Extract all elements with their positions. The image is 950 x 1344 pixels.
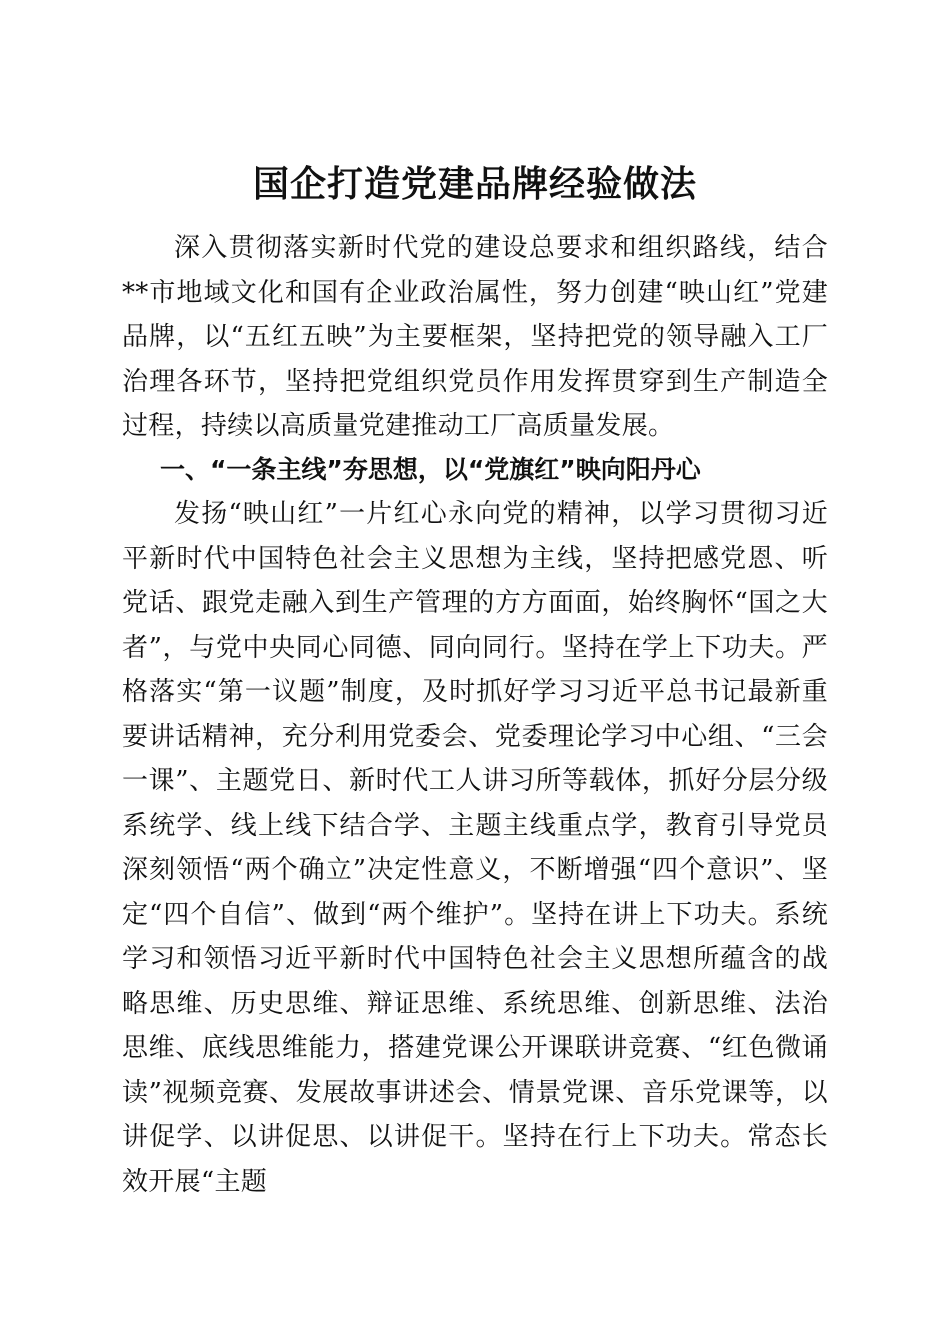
intro-paragraph: 深入贯彻落实新时代党的建设总要求和组织路线，结合**市地域文化和国有企业政治属性，努力创建“映山红”党建品牌，以“五红五映”为主要框架，坚持把党的领导融入工厂治理各环节，坚持把党组织党员作用发挥贯穿到生产制造全过程，持续以高质量党建推动工厂高质量发展。 bbox=[122, 233, 828, 441]
section-body-paragraph: 发扬“映山红”一片红心永向党的精神，以学习贯彻习近平新时代中国特色社会主义思想为主线，坚持把感党恩、听党话、跟党走融入到生产管理的方方面面，始终胸怀“国之大者”，与党中央同心同德、同向同行。坚持在学上下功夫。严格落实“第一议题”制度，及时抓好学习习近平总书记最新重要讲话精神，充分利用党委会、党委理论学习中心组、“三会一课”、主题党日、新时代工人讲习所等载体，抓好分层分级系统学、线上线下结合学、主题主线重点学，教育引导党员深刻领悟“两个确立”决定性意义，不断增强“四个意识”、坚定“四个自信”、做到“两个维护”。坚持在讲上下功夫。系统学习和领悟习近平新时代中国特色社会主义思想所蕴含的战略思维、历史思维、辩证思维、系统思维、创新思维、法治思维、底线思维能力，搭建党课公开课联讲竞赛、“红色微诵读”视频竞赛、发展故事讲述会、情景党课、音乐党课等，以讲促学、以讲促思、以讲促干。坚持在行上下功夫。常态长效开展“主题 bbox=[122, 499, 828, 1197]
document-title: 国企打造党建品牌经验做法 bbox=[252, 163, 697, 206]
section-heading: 一、“一条主线”夯思想，以“党旗红”映向阳丹心 bbox=[160, 455, 701, 484]
